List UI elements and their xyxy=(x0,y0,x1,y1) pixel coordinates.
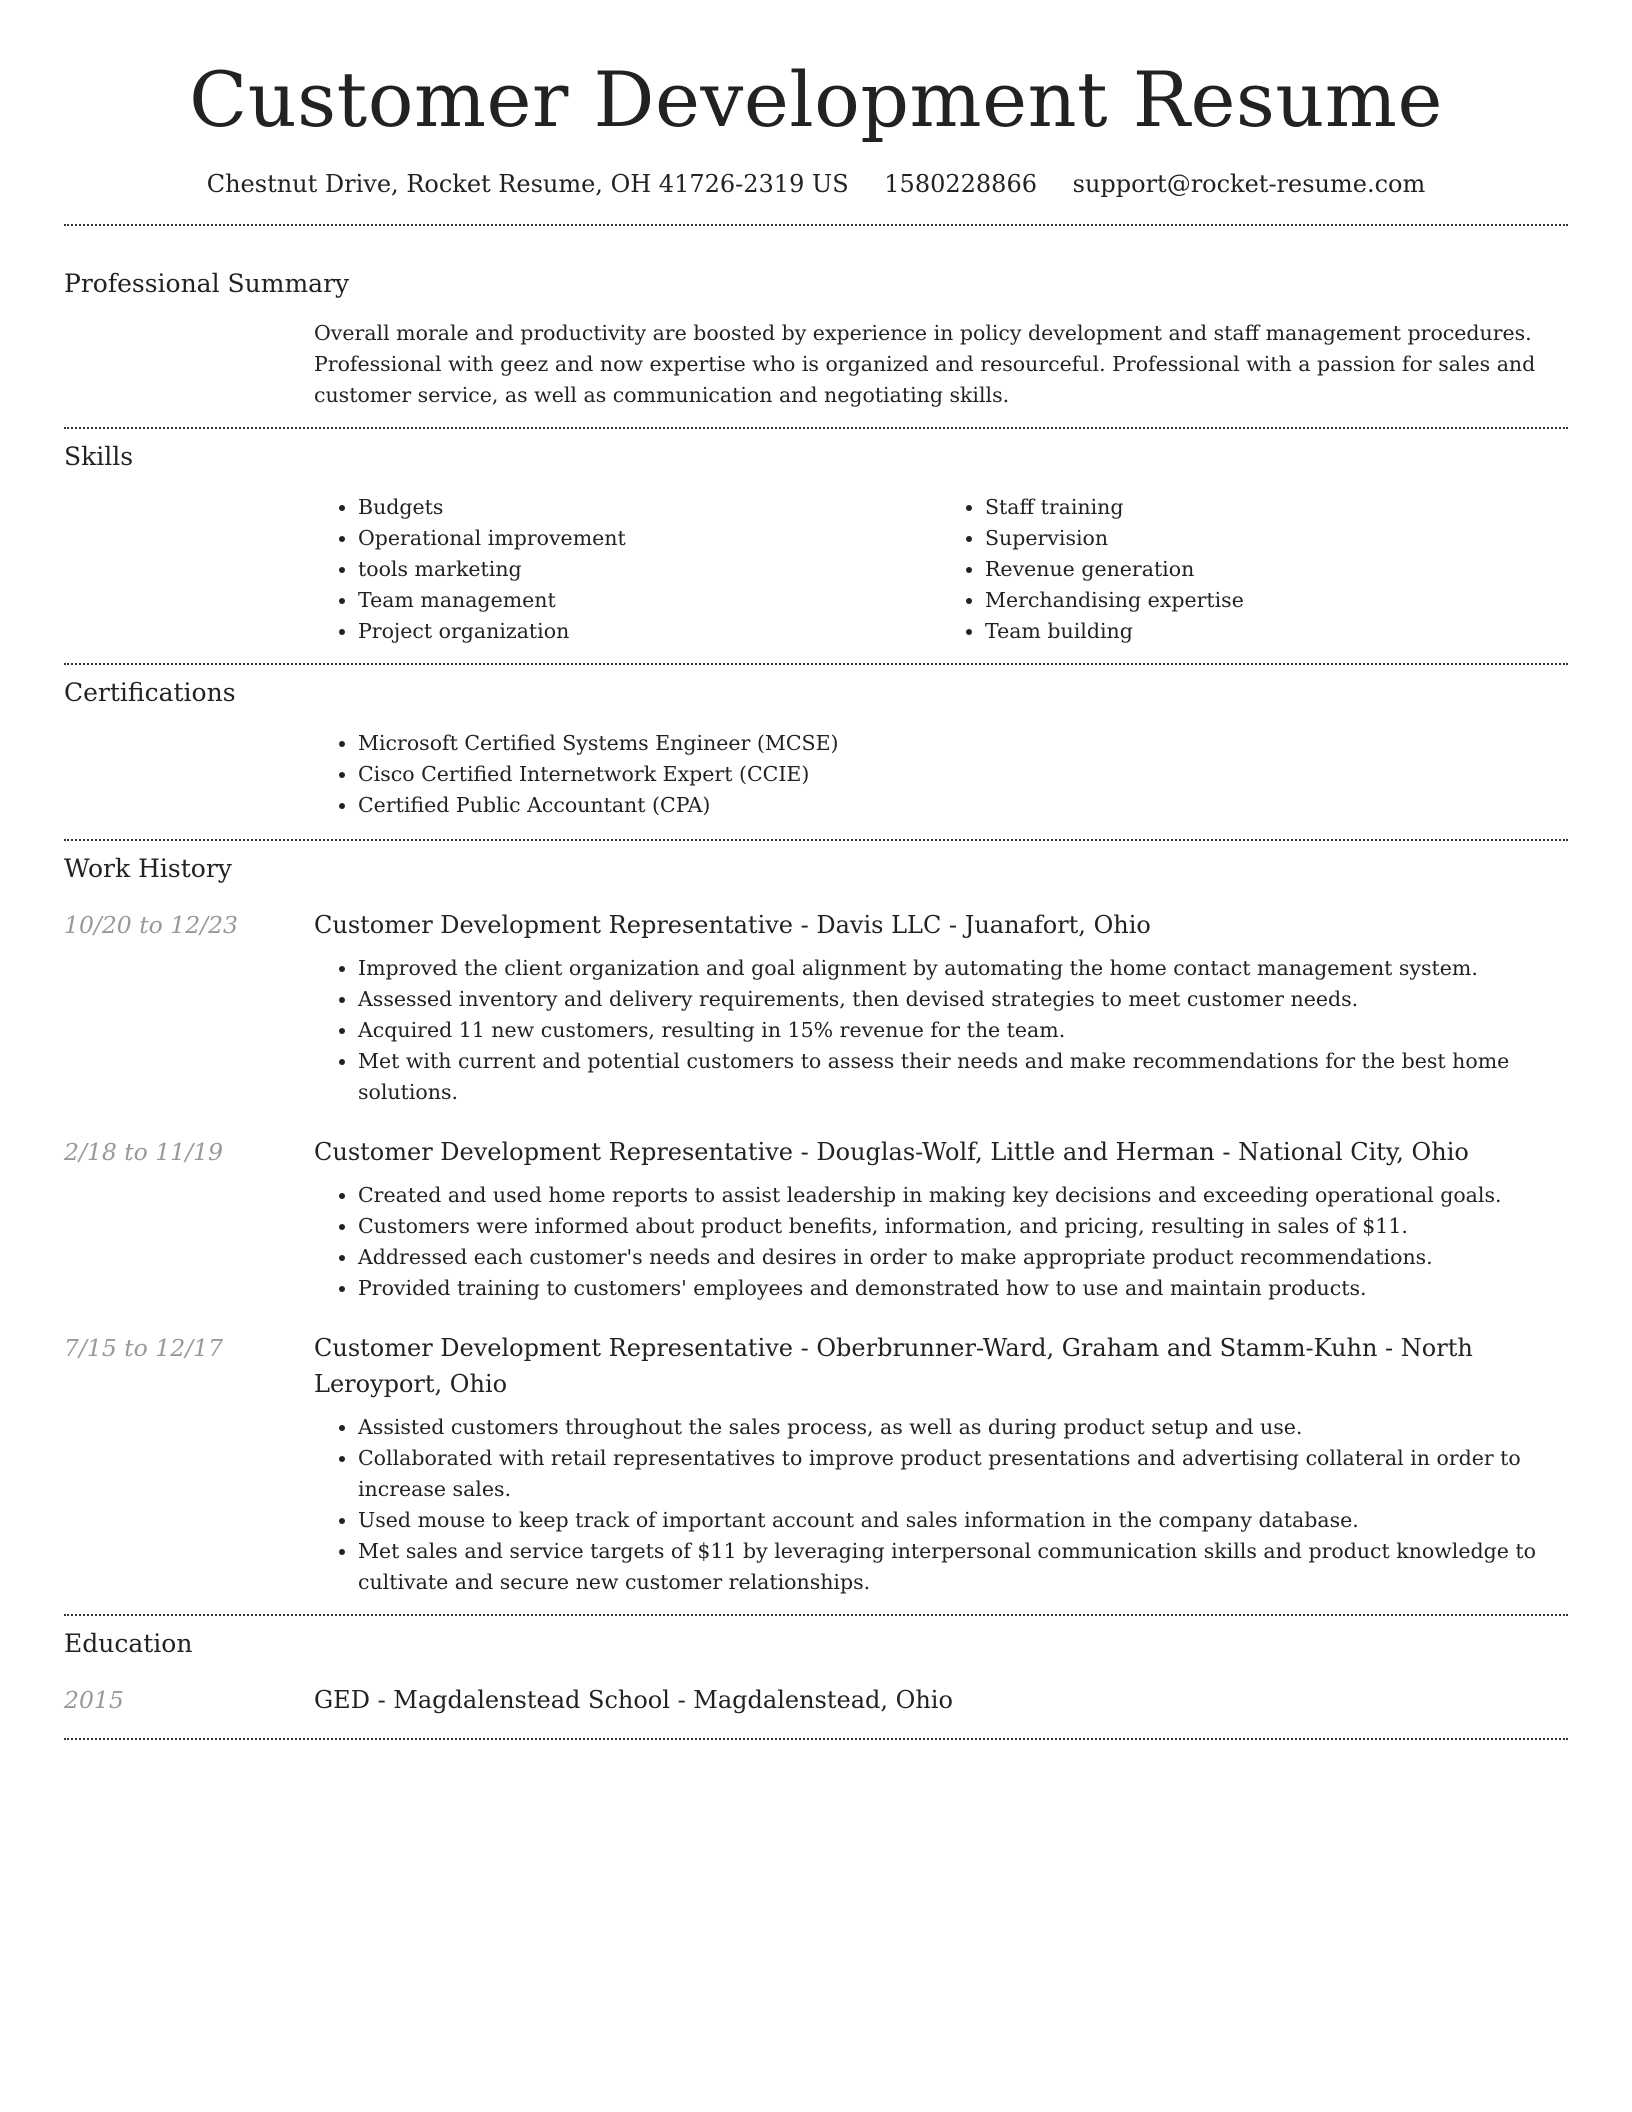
job-title: Customer Development Representative - Douglas-Wolf, Little and Herman - National City, Ohio xyxy=(314,1138,1469,1166)
job-bullet: • Assessed inventory and delivery requirements, then devised strategies to meet customer needs. xyxy=(358,984,1568,1015)
summary-text: Overall morale and productivity are boosted by experience in policy development and staff management procedures. Professional with geez and now expertise who is organized and resourceful. Professional with a passion for sales and customer service, as well as communication and negotiating skills. xyxy=(314,321,1536,407)
divider xyxy=(64,663,1568,665)
job-bullet: • Addressed each customer's needs and desires in order to make appropriate product recommendations. xyxy=(358,1242,1568,1273)
skills-list-left xyxy=(314,492,941,647)
divider xyxy=(64,1614,1568,1616)
skill-item: • Merchandising expertise xyxy=(985,585,1568,616)
job-body xyxy=(314,907,1568,1108)
skill-item: • Project organization xyxy=(358,616,941,647)
skill-item: • Team building xyxy=(985,616,1568,647)
contact-email: support@rocket-resume.com xyxy=(1072,170,1426,198)
certification-item: • Microsoft Certified Systems Engineer (MCSE) xyxy=(358,728,1568,759)
certifications-content xyxy=(314,728,1568,821)
skills-grid xyxy=(314,492,1568,647)
job-dates: 10/20 to 12/23 xyxy=(64,911,238,939)
resume-title: Customer Development Resume xyxy=(189,55,1443,144)
summary-heading: Professional Summary xyxy=(64,269,350,298)
skills-heading: Skills xyxy=(64,442,134,471)
work-history-heading: Work History xyxy=(64,854,232,883)
divider xyxy=(64,839,1568,841)
certifications-section xyxy=(64,675,1568,821)
work-history-section xyxy=(64,851,1568,1598)
skills-section xyxy=(64,439,1568,647)
skill-item: • tools marketing xyxy=(358,554,941,585)
job-bullet: • Provided training to customers' employees and demonstrated how to use and maintain products. xyxy=(358,1273,1568,1304)
job-entry xyxy=(64,907,1568,1108)
job-bullets xyxy=(314,1412,1568,1598)
job-bullets xyxy=(314,953,1568,1108)
job-bullet: • Acquired 11 new customers, resulting in 15% revenue for the team. xyxy=(358,1015,1568,1046)
job-bullet: • Improved the client organization and goal alignment by automating the home contact management system. xyxy=(358,953,1568,984)
education-entry xyxy=(64,1682,1568,1718)
job-bullet: • Created and used home reports to assist leadership in making key decisions and exceeding operational goals. xyxy=(358,1180,1568,1211)
divider xyxy=(64,1738,1568,1740)
certification-item: • Cisco Certified Internetwork Expert (CCIE) xyxy=(358,759,1568,790)
job-dates: 7/15 to 12/17 xyxy=(64,1334,224,1362)
job-title: Customer Development Representative - Davis LLC - Juanafort, Ohio xyxy=(314,911,1151,939)
education-section xyxy=(64,1626,1568,1718)
job-bullet: • Met with current and potential customers to assess their needs and make recommendations for the best home solutions. xyxy=(358,1046,1568,1108)
job-dates: 2/18 to 11/19 xyxy=(64,1138,224,1166)
job-bullet: • Customers were informed about product benefits, information, and pricing, resulting in sales of $11. xyxy=(358,1211,1568,1242)
education-degree: GED - Magdalenstead School - Magdalenstead, Ohio xyxy=(314,1686,953,1714)
contact-line xyxy=(64,167,1568,201)
job-bullet: • Used mouse to keep track of important account and sales information in the company database. xyxy=(358,1505,1568,1536)
skills-list-right xyxy=(941,492,1568,647)
certifications-heading: Certifications xyxy=(64,678,236,707)
job-bullet: • Collaborated with retail representatives to improve product presentations and advertising collateral in order to increase sales. xyxy=(358,1443,1568,1505)
divider xyxy=(64,427,1568,429)
skill-item: • Operational improvement xyxy=(358,523,941,554)
certification-item: • Certified Public Accountant (CPA) xyxy=(358,790,1568,821)
divider xyxy=(64,224,1568,226)
job-entry xyxy=(64,1134,1568,1304)
education-year: 2015 xyxy=(64,1686,124,1714)
job-entry xyxy=(64,1330,1568,1598)
education-heading: Education xyxy=(64,1629,193,1658)
education-body xyxy=(314,1682,1568,1718)
job-body xyxy=(314,1134,1568,1304)
contact-phone: 1580228866 xyxy=(884,170,1037,198)
job-body xyxy=(314,1330,1568,1598)
skill-item: • Staff training xyxy=(985,492,1568,523)
resume-page xyxy=(64,0,1568,1740)
certifications-list xyxy=(314,728,1568,821)
job-title: Customer Development Representative - Oberbrunner-Ward, Graham and Stamm-Kuhn - North Leroyport, Ohio xyxy=(314,1334,1473,1398)
contact-address: Chestnut Drive, Rocket Resume, OH 41726-2319 US xyxy=(206,170,849,198)
skill-item: • Team management xyxy=(358,585,941,616)
skill-item: • Revenue generation xyxy=(985,554,1568,585)
skill-item: • Supervision xyxy=(985,523,1568,554)
job-bullet: • Met sales and service targets of $11 by leveraging interpersonal communication skills and product knowledge to cultivate and secure new customer relationships. xyxy=(358,1536,1568,1598)
job-bullet: • Assisted customers throughout the sales process, as well as during product setup and use. xyxy=(358,1412,1568,1443)
job-bullets xyxy=(314,1180,1568,1304)
summary-section xyxy=(64,266,1568,411)
skill-item: • Budgets xyxy=(358,492,941,523)
